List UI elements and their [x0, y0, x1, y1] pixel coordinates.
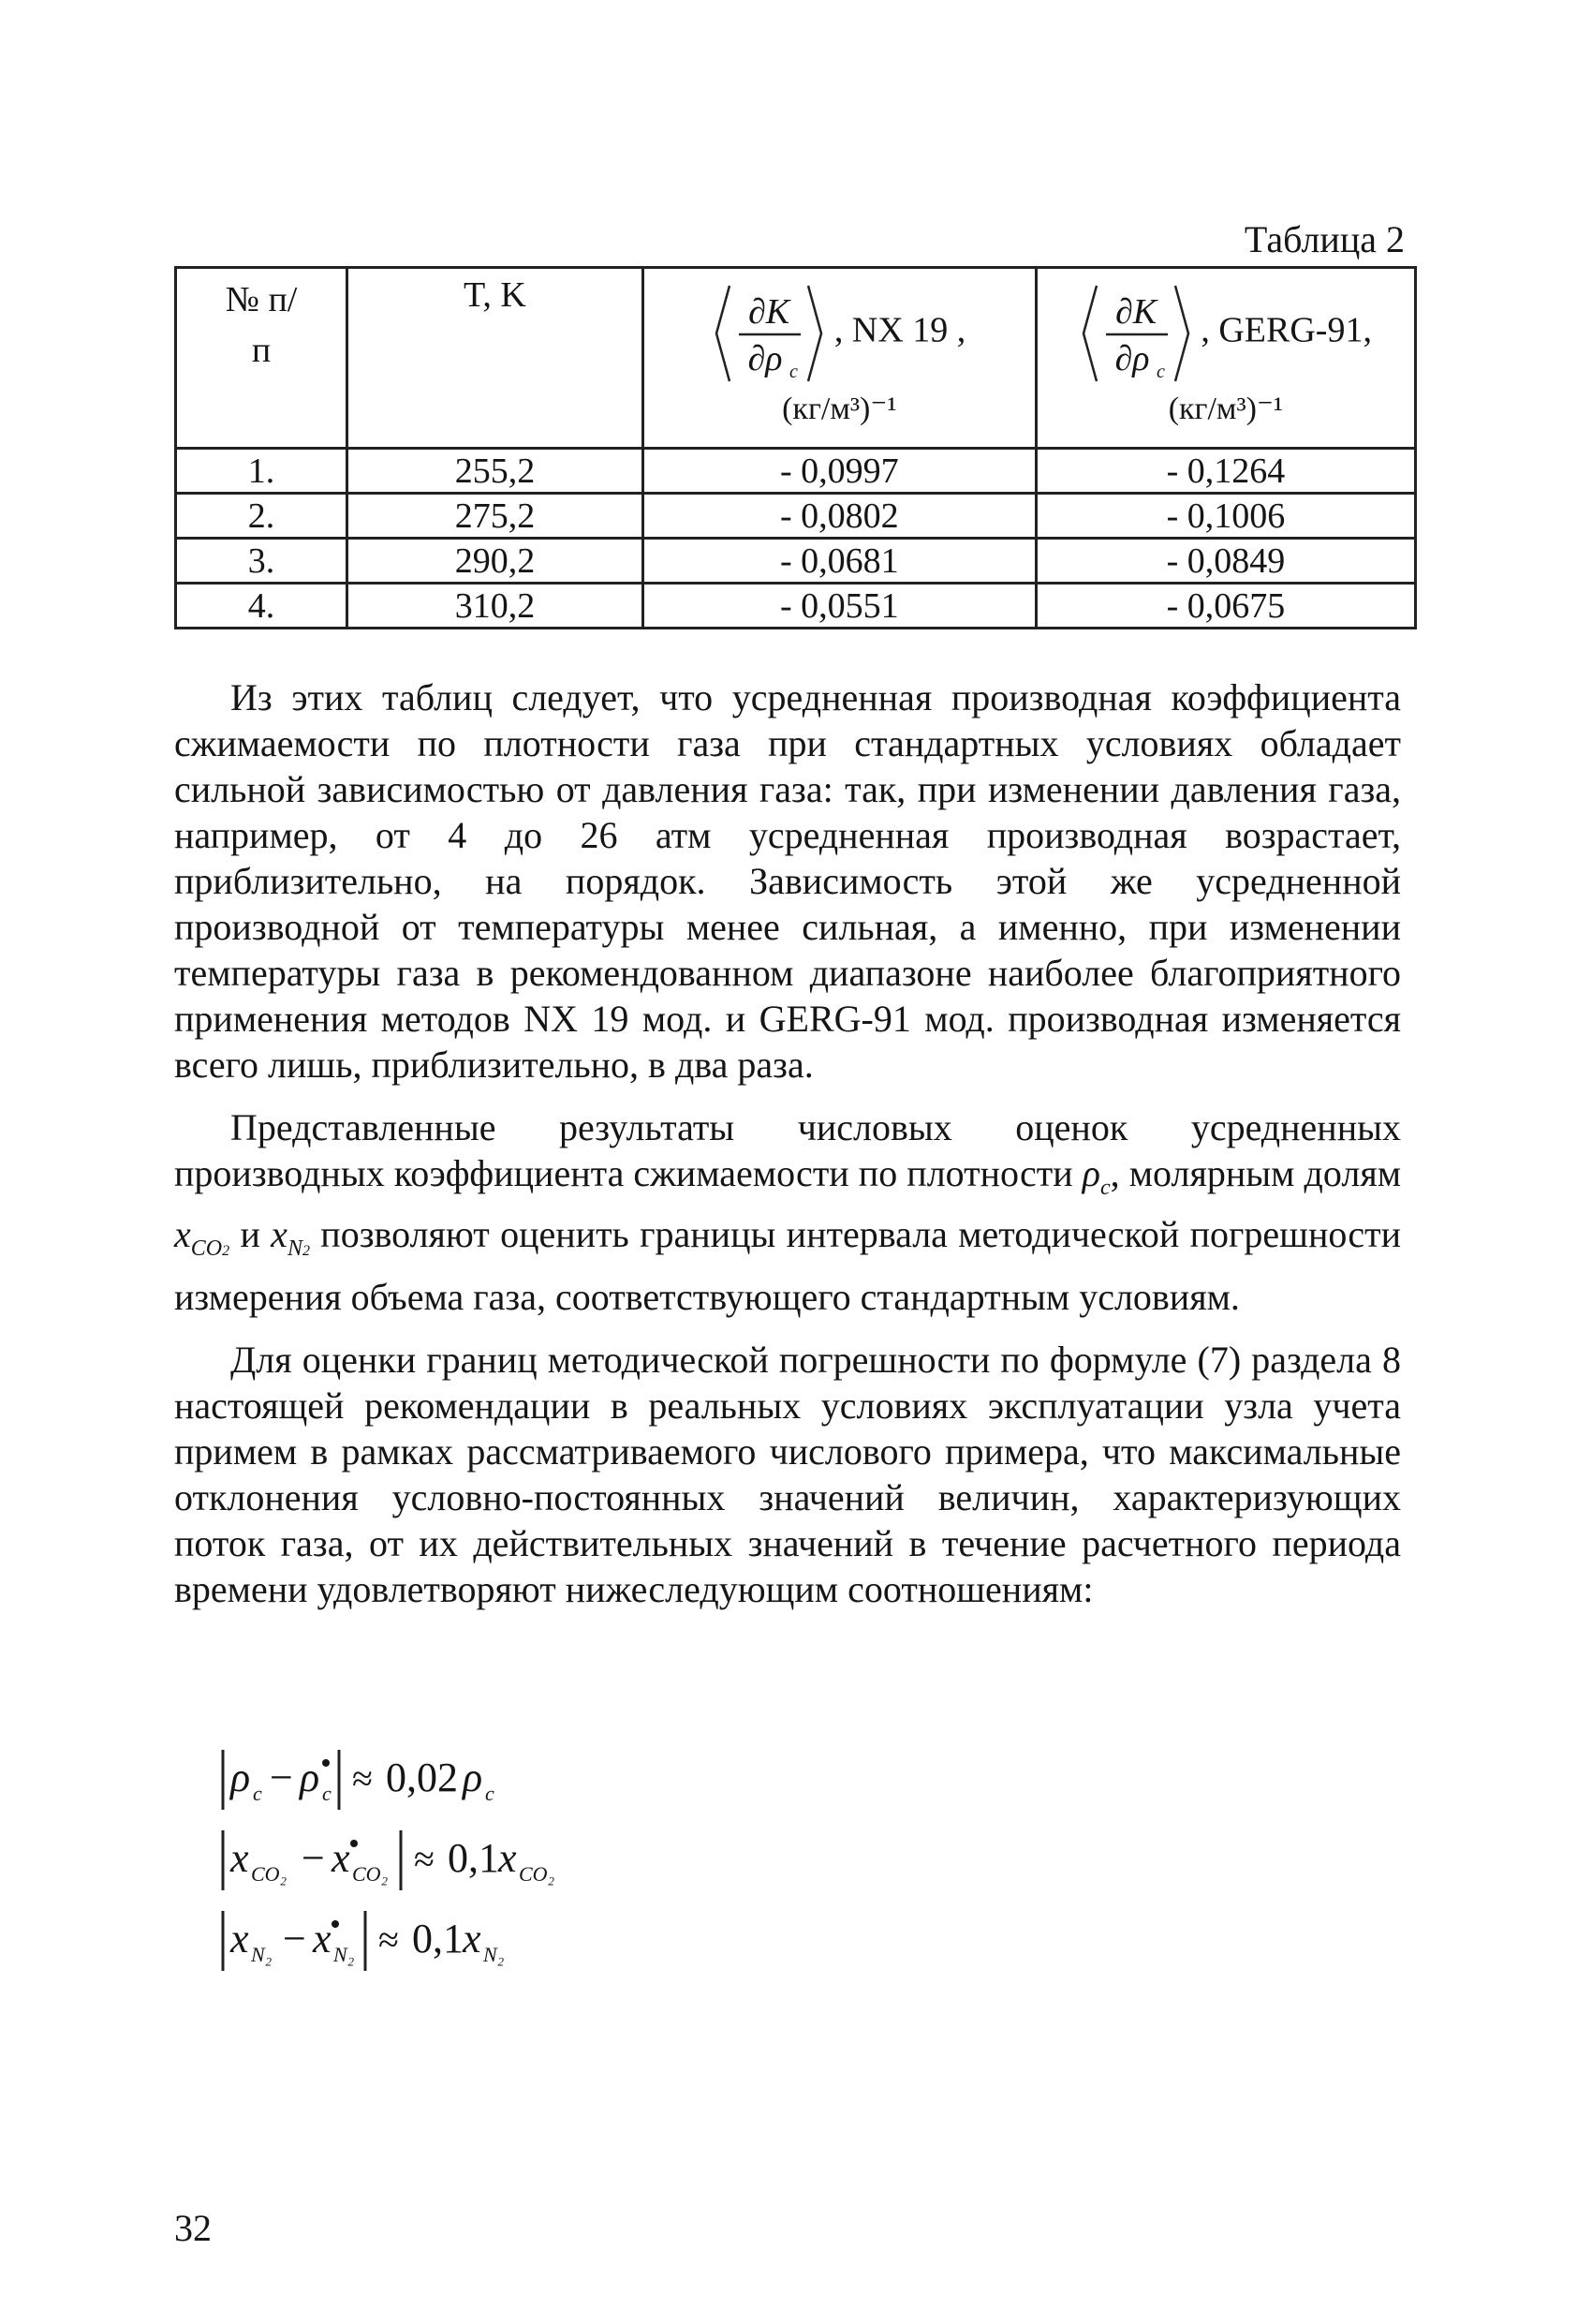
- f1-rhs-var: ρ: [463, 1754, 483, 1800]
- paragraph-2-part2: молярным долям: [1128, 1152, 1402, 1194]
- x-var: x: [271, 1213, 287, 1255]
- f3-lhs-sub2: N₂: [333, 1943, 355, 1966]
- svg-text:∂K: ∂K: [1114, 292, 1157, 332]
- cell-temp: 310,2: [347, 584, 643, 629]
- cell-nx19: - 0,0997: [642, 449, 1036, 494]
- f3-rhs-sub: N₂: [483, 1943, 505, 1966]
- formula-co2: [217, 1823, 611, 1903]
- table-header-row: [176, 268, 1416, 449]
- formula-block: [217, 1742, 611, 1984]
- svg-text:∂K: ∂K: [748, 292, 790, 332]
- data-table: [174, 266, 1417, 629]
- header-num-label: [177, 269, 346, 376]
- cell-num: 2.: [176, 494, 347, 539]
- table-row: [176, 449, 1416, 494]
- rho-var: ρ: [1082, 1152, 1100, 1194]
- n2-sub: [287, 1236, 310, 1261]
- f3-rhs-var: x: [463, 1916, 481, 1961]
- f1-coef: 0,02: [386, 1754, 458, 1800]
- cell-num: 1.: [176, 449, 347, 494]
- cell-gerg: - 0,0849: [1036, 539, 1415, 584]
- x-n2-symbol: [271, 1213, 310, 1261]
- cell-temp: 290,2: [347, 539, 643, 584]
- derivative-formula-icon: [1080, 282, 1192, 385]
- f2-lhs-sub: CO₂: [251, 1862, 287, 1886]
- f1-lhs-var: ρ: [230, 1754, 251, 1800]
- x-co2-symbol: [174, 1213, 230, 1261]
- header-num: [176, 268, 347, 449]
- table-row: [176, 494, 1416, 539]
- gerg-label: , GERG-91,: [1201, 310, 1372, 350]
- formula-n2: [217, 1903, 611, 1984]
- derivative-formula-icon: [713, 282, 825, 385]
- co2-sub: [191, 1236, 229, 1261]
- page-number: 32: [174, 2207, 212, 2249]
- svg-text:c: c: [789, 362, 799, 382]
- f1-lhs-var2: ρ: [300, 1754, 320, 1800]
- cell-gerg: - 0,0675: [1036, 584, 1415, 629]
- formula-rho-svg: [217, 1742, 526, 1817]
- header-nx19: [642, 268, 1036, 449]
- cell-nx19: - 0,0551: [642, 584, 1036, 629]
- table-row: [176, 539, 1416, 584]
- paragraph-2: Представленные результаты числовых оценок усредненных производных коэффициента сжимаемости по плотности $\rho_c$, молярным долям $x_{CO2}$ и $x_{N2}$ позволяют оценить границы интервала методической погрешности измерения объема газа, соответствующего стандартным условиям.: [174, 1106, 1402, 1318]
- cell-num: 3.: [176, 539, 347, 584]
- header-gerg: [1036, 268, 1415, 449]
- co2-index: 2: [222, 1243, 230, 1259]
- body-text: [174, 674, 1401, 1629]
- gerg-unit: (кг/м³)⁻¹: [1168, 392, 1284, 426]
- header-num-text: № п/п: [225, 280, 298, 370]
- svg-text:∂ρ: ∂ρ: [747, 339, 783, 378]
- paragraph-3: Для оценки границ методической погрешности по формуле (7) раздела 8 настоящей рекомендации в реальных условиях эксплуатации узла учета примем в рамках рассматриваемого числового примера, что максимальные отклонения условно-постоянных значений величин, характеризующих поток газа, от их действительных значений в течение расчетного периода времени удовлетворяют нижеследующим соотношениям:: [174, 1339, 1401, 1610]
- n2-text: N: [287, 1236, 302, 1261]
- cell-nx19: - 0,0802: [642, 494, 1036, 539]
- f3-lhs-var: x: [230, 1916, 249, 1961]
- formula-n2-svg: [217, 1903, 573, 1978]
- cell-temp: 255,2: [347, 449, 643, 494]
- f1-approx: ≈: [352, 1757, 373, 1799]
- f2-coef: 0,1: [448, 1835, 499, 1881]
- nx19-unit: (кг/м³)⁻¹: [782, 392, 897, 426]
- f1-lhs-sub: c: [253, 1782, 262, 1805]
- cell-temp: 275,2: [347, 494, 643, 539]
- and-word: и: [240, 1213, 260, 1255]
- paragraph-2-part3: позволяют оценить границы интервала методической погрешности измерения объема газа, соответствующего стандартным условиям.: [174, 1213, 1402, 1318]
- f2-rhs-sub: CO₂: [519, 1862, 555, 1886]
- f3-coef: 0,1: [412, 1916, 464, 1961]
- rho-c-symbol: [1082, 1152, 1111, 1200]
- f2-lhs-var2: x: [332, 1835, 350, 1881]
- formula-rho: [217, 1742, 611, 1823]
- x-var: x: [174, 1213, 191, 1255]
- f2-approx: ≈: [414, 1838, 435, 1880]
- f1-lhs-sub2: c: [322, 1782, 332, 1805]
- rho-sub: c: [1099, 1176, 1111, 1200]
- table-caption: Таблица 2: [1244, 218, 1405, 260]
- f3-lhs-sub: N₂: [251, 1943, 273, 1966]
- f3-lhs-var2: x: [313, 1916, 332, 1961]
- svg-text:−: −: [302, 1835, 325, 1881]
- co2-text: CO: [190, 1236, 223, 1261]
- cell-nx19: - 0,0681: [642, 539, 1036, 584]
- f3-approx: ≈: [378, 1918, 399, 1961]
- nx19-label: , NX 19 ,: [833, 310, 966, 350]
- f2-lhs-sub2: CO₂: [352, 1862, 389, 1886]
- table-row: [176, 584, 1416, 629]
- header-temp-label: T, K: [464, 275, 526, 315]
- svg-text:−: −: [270, 1754, 293, 1800]
- header-temp: [347, 268, 643, 449]
- paragraph-1: Из этих таблиц следует, что усредненная производная коэффициента сжимаемости по плотности газа при стандартных условиях обладает сильной зависимостью от давления газа: так, при изменении давления газа, например, от 4 до 26 атм усредненная производная возрастает, приблизительно, на порядок. Зависимость этой же усредненной производной от температуры менее сильная, а именно, при изменении температуры газа в рекомендованном диапазоне наиболее благоприятного применения методов NX 19 мод. и GERG-91 мод. производная изменяется всего лишь, приблизительно, в два раза.: [174, 676, 1401, 1086]
- formula-co2-svg: [217, 1823, 611, 1898]
- n2-index: 2: [302, 1243, 310, 1259]
- gerg-derivative: [1038, 269, 1414, 385]
- paragraph-2-part1: Представленные результаты числовых оценок усредненных производных коэффициента сжимаемости по плотности: [174, 1106, 1401, 1194]
- cell-num: 4.: [176, 584, 347, 629]
- svg-text:c: c: [1156, 362, 1165, 382]
- nx19-derivative: [644, 269, 1035, 385]
- f2-lhs-var: x: [230, 1835, 249, 1881]
- cell-gerg: - 0,1006: [1036, 494, 1415, 539]
- svg-text:∂ρ: ∂ρ: [1114, 339, 1150, 378]
- cell-gerg: - 0,1264: [1036, 449, 1415, 494]
- f2-rhs-var: x: [498, 1835, 517, 1881]
- f1-rhs-sub: c: [485, 1782, 494, 1805]
- svg-text:−: −: [283, 1916, 306, 1961]
